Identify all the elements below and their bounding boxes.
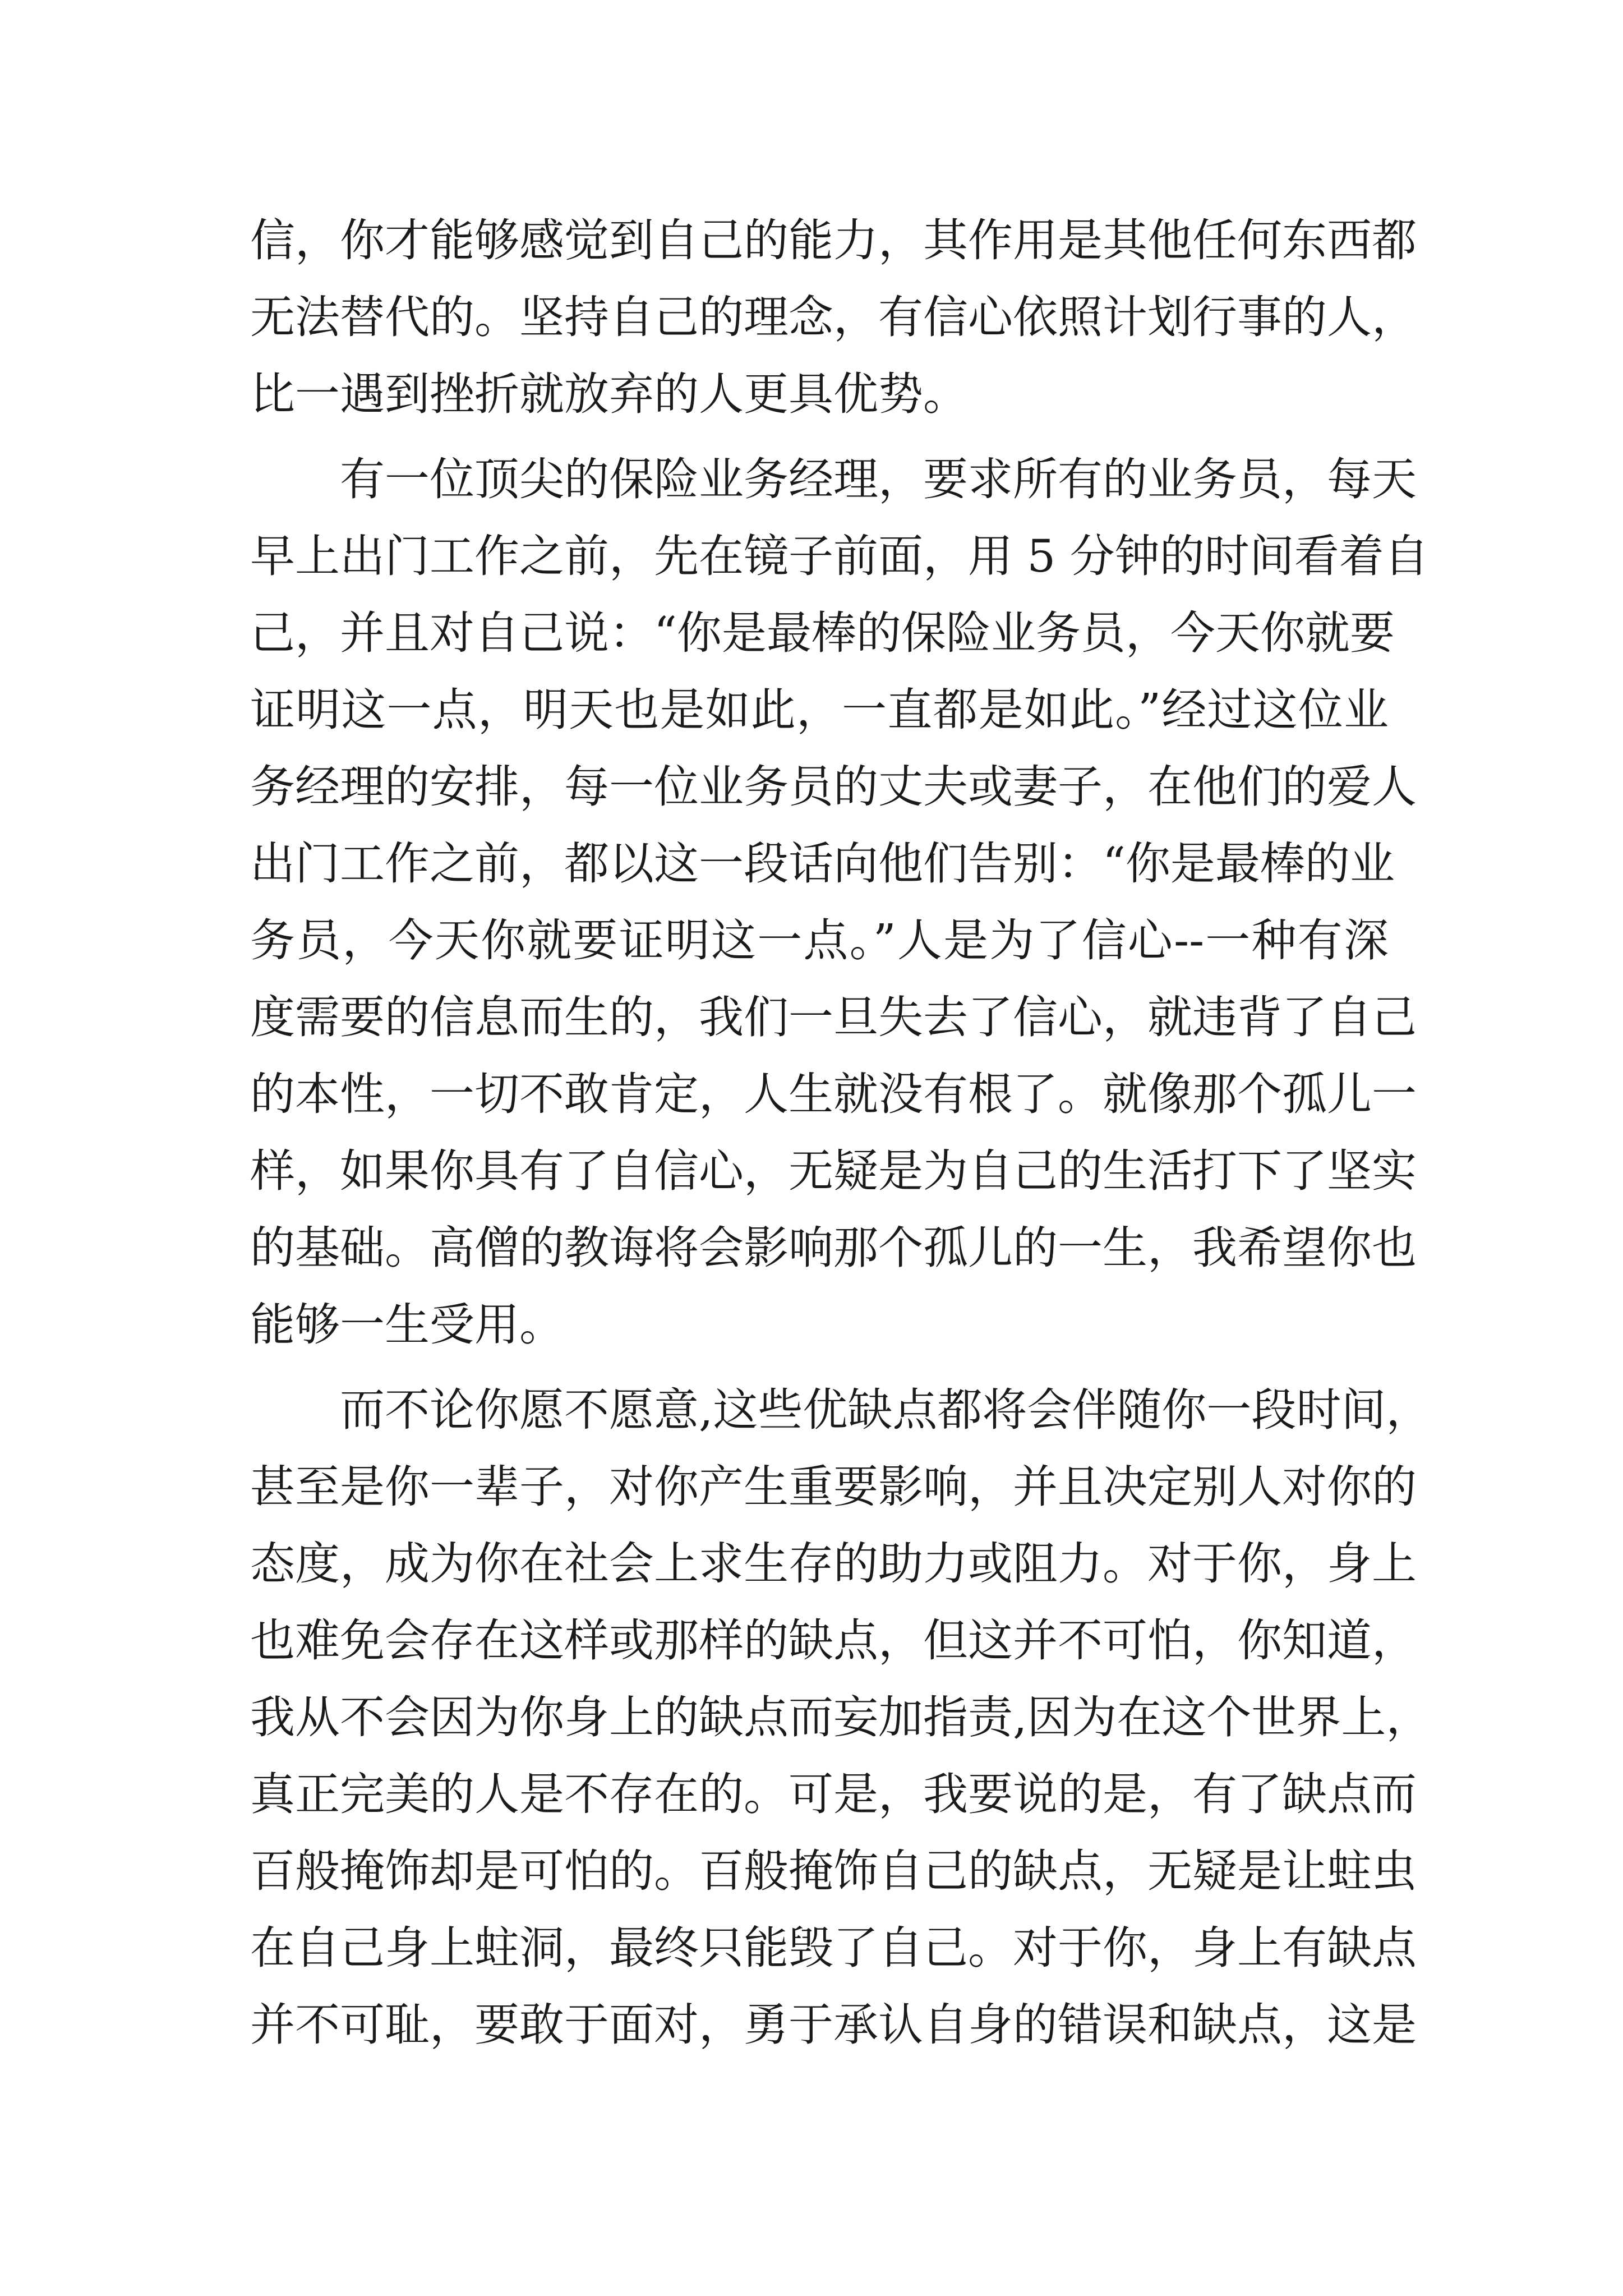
text-line: 务经理的安排，每一位业务员的丈夫或妻子，在他们的爱人 [250, 761, 1417, 813]
text-line: 我从不会因为你身上的缺点而妄加指责,因为在这个世界上， [250, 1691, 1431, 1743]
text-line: 无法替代的。坚持自己的理念，有信心依照计划行事的人， [250, 291, 1417, 343]
text-line: 甚至是你一辈子，对你产生重要影响，并且决定别人对你的 [250, 1461, 1417, 1513]
text-line: 能够一生受用。 [250, 1299, 564, 1351]
text-line: 样，如果你具有了自信心，无疑是为自己的生活打下了坚实 [250, 1145, 1417, 1197]
paragraph-spacing [250, 1363, 1389, 1372]
text-line: 百般掩饰却是可怕的。百般掩饰自己的缺点，无疑是让蛀虫 [250, 1845, 1417, 1897]
text-line: 有一位顶尖的保险业务经理，要求所有的业务员，每天 [250, 453, 1417, 505]
paragraph-spacing [250, 432, 1389, 441]
paragraph-1 [250, 202, 1417, 432]
text-line: 早上出门工作之前，先在镜子前面，用 5 分钟的时间看着自 [250, 530, 1429, 582]
paragraph-2 [250, 441, 1429, 1363]
text-line: 证明这一点，明天也是如此，一直都是如此。”经过这位业 [250, 684, 1389, 736]
text-line: 务员，今天你就要证明这一点。”人是为了信心--一种有深 [250, 914, 1389, 967]
text-line: 也难免会存在这样或那样的缺点，但这并不可怕，你知道， [250, 1614, 1417, 1667]
text-line: 的基础。高僧的教诲将会影响那个孤儿的一生，我希望你也 [250, 1222, 1417, 1274]
text-line: 出门工作之前，都以这一段话向他们告别：“你是最棒的业 [250, 838, 1395, 890]
text-line: 信，你才能够感觉到自己的能力，其作用是其他任何东西都 [250, 214, 1417, 266]
text-line: 而不论你愿不愿意,这些优缺点都将会伴随你一段时间， [250, 1384, 1431, 1436]
text-line: 己，并且对自己说：“你是最棒的保险业务员，今天你就要 [250, 607, 1395, 659]
text-line: 度需要的信息而生的，我们一旦失去了信心，就违背了自己 [250, 991, 1417, 1043]
body-text [250, 202, 1431, 2063]
text-line: 在自己身上蛀洞，最终只能毁了自己。对于你，身上有缺点 [250, 1922, 1417, 1974]
text-line: 的本性，一切不敢肯定，人生就没有根了。就像那个孤儿一 [250, 1068, 1417, 1120]
text-line: 比一遇到挫折就放弃的人更具优势。 [250, 368, 968, 420]
paragraph-3 [250, 1372, 1431, 2063]
text-line: 并不可耻，要敢于面对，勇于承认自身的错误和缺点，这是 [250, 1999, 1417, 2051]
text-line: 态度，成为你在社会上求生存的助力或阻力。对于你，身上 [250, 1538, 1417, 1590]
text-line: 真正完美的人是不存在的。可是，我要说的是，有了缺点而 [250, 1768, 1417, 1820]
